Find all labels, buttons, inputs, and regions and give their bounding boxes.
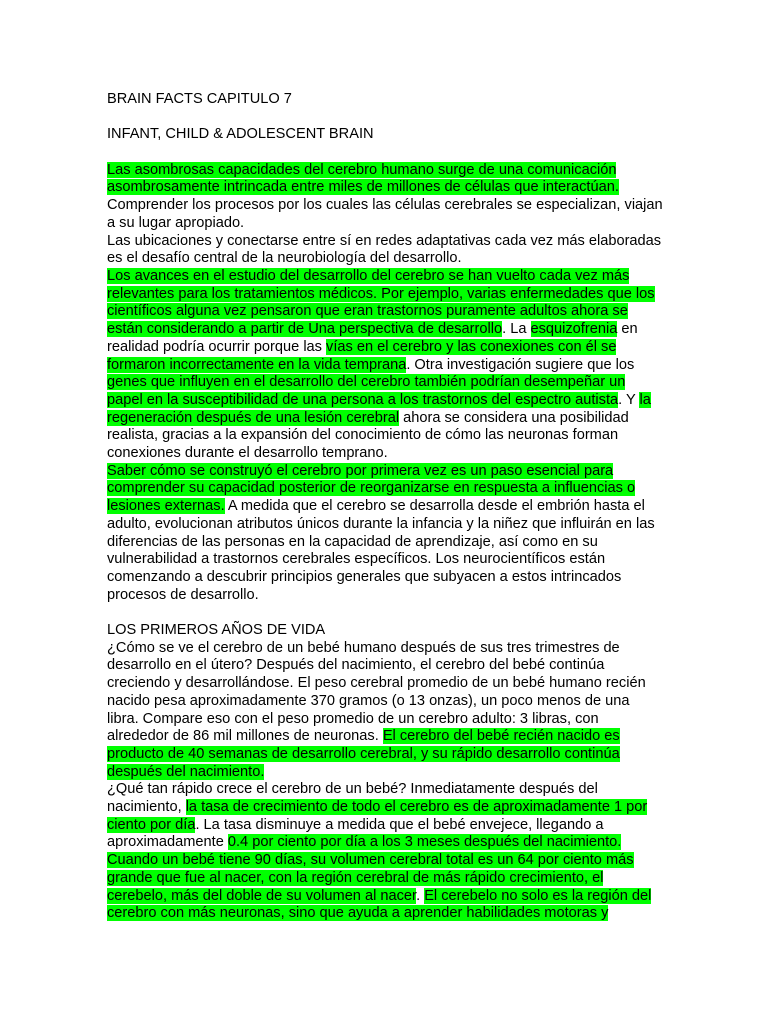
highlighted-text: Las asombrosas capacidades del cerebro humano surge de una comunicación asombrosamente intrincada entre miles de millones de células que interactúan.	[107, 161, 619, 196]
paragraph	[107, 162, 663, 233]
spacer	[107, 604, 663, 622]
spacer	[107, 109, 663, 127]
text-run: Las ubicaciones y conectarse entre sí en redes adaptativas cada vez más elaboradas es el desafío central de la neurobiología del desarrollo.	[107, 232, 662, 267]
paragraph	[107, 233, 663, 268]
text-run: Comprender los procesos por los cuales las células cerebrales se especializan, viajan a su lugar apropiado.	[107, 197, 663, 231]
highlighted-text: Los avances en el estudio del desarrollo del cerebro se han vuelto cada vez más relevantes para los tratamientos médicos. Por ejemplo, varias enfermedades que los científicos alguna vez pensaron que eran trastornos puramente adultos ahora se están considerando a partir de Una perspectiva de desarrollo	[107, 268, 655, 338]
text-run: ¿Qué tan rápido crece el cerebro de un bebé? Inmediatamente después del nacimiento,	[107, 781, 598, 816]
paragraph	[107, 463, 663, 605]
text-run: ¿Cómo se ve el cerebro de un bebé humano después de sus tres trimestres de desarrollo en el útero? Después del nacimiento, el cerebro del bebé continúa creciendo y desarrollándose. El peso cerebral promedio de un bebé humano recién nacido pesa aproximadamente 370 gramos (o 13 onzas), un poco menos de una libra. Compare eso con el peso promedio de un cerebro adulto: 3 libras, con alrededor de 86 mil millones de neuronas.	[107, 639, 646, 745]
paragraph	[107, 268, 663, 463]
text-run: en realidad podría ocurrir porque las	[107, 321, 638, 355]
highlighted-text: Saber cómo se construyó el cerebro por primera vez es un paso esencial para comprender su capacidad posterior de reorganizarse en respuesta a influencias o lesiones externas.	[107, 462, 636, 515]
text-run: . Y	[618, 391, 640, 408]
text-run: .	[416, 887, 425, 904]
text-run: ahora se considera una posibilidad realista, gracias a la expansión del conocimiento de cómo las neuronas forman conexiones durante el desarrollo temprano.	[107, 409, 629, 462]
text-run: . Otra investigación sugiere que los	[406, 356, 635, 373]
highlighted-text: El cerebelo no solo es la región del cerebro con más neuronas, sino que ayuda a aprender habilidades motoras y	[107, 887, 652, 922]
highlighted-text: la regeneración después de una lesión cerebral	[107, 391, 651, 426]
paragraph	[107, 781, 663, 923]
highlighted-text: la tasa de crecimiento de todo el cerebro es de aproximadamente 1 por ciento por día	[107, 799, 648, 833]
spacer	[107, 144, 663, 162]
highlighted-text: genes que influyen en el desarrollo del cerebro también podrían desempeñar un papel en la susceptibilidad de una persona a los trastornos del espectro autista	[107, 374, 626, 408]
document-body	[107, 91, 663, 923]
text-run: . La	[502, 321, 531, 338]
document-title: BRAIN FACTS CAPITULO 7	[107, 91, 292, 107]
paragraph	[107, 640, 663, 782]
text-run: . La tasa disminuye a medida que el bebé envejece, llegando a aproximadamente	[107, 816, 604, 851]
highlighted-text: esquizofrenia	[530, 321, 618, 338]
text-run: A medida que el cerebro se desarrolla desde el embrión hasta el adulto, evolucionan atributos únicos durante la infancia y la niñez que influirán en las diferencias de las personas en la capacidad de aprendizaje, así como en su vulnerabilidad a trastornos cerebrales específicos. Los neurocientíficos están comenzando a descubrir principios generales que subyacen a estos intrincados procesos de desarrollo.	[107, 498, 655, 603]
section-heading: LOS PRIMEROS AÑOS DE VIDA	[107, 622, 326, 639]
highlighted-text: vías en el cerebro y las conexiones con él se formaron incorrectamente en la vida temprana	[107, 338, 617, 373]
highlighted-text: 0.4 por ciento por día a los 3 meses después del nacimiento. Cuando un bebé tiene 90 días, su volumen cerebral total es un 64 por ciento más grande que fue al nacer, con la región cerebral de más rápido crecimiento, el cerebelo, más del doble de su volumen al nacer	[107, 834, 634, 904]
highlighted-text: El cerebro del bebé recién nacido es producto de 40 semanas de desarrollo cerebral, y su rápido desarrollo continúa después del nacimiento.	[107, 728, 620, 780]
document-subtitle: INFANT, CHILD & ADOLESCENT BRAIN	[107, 126, 374, 143]
